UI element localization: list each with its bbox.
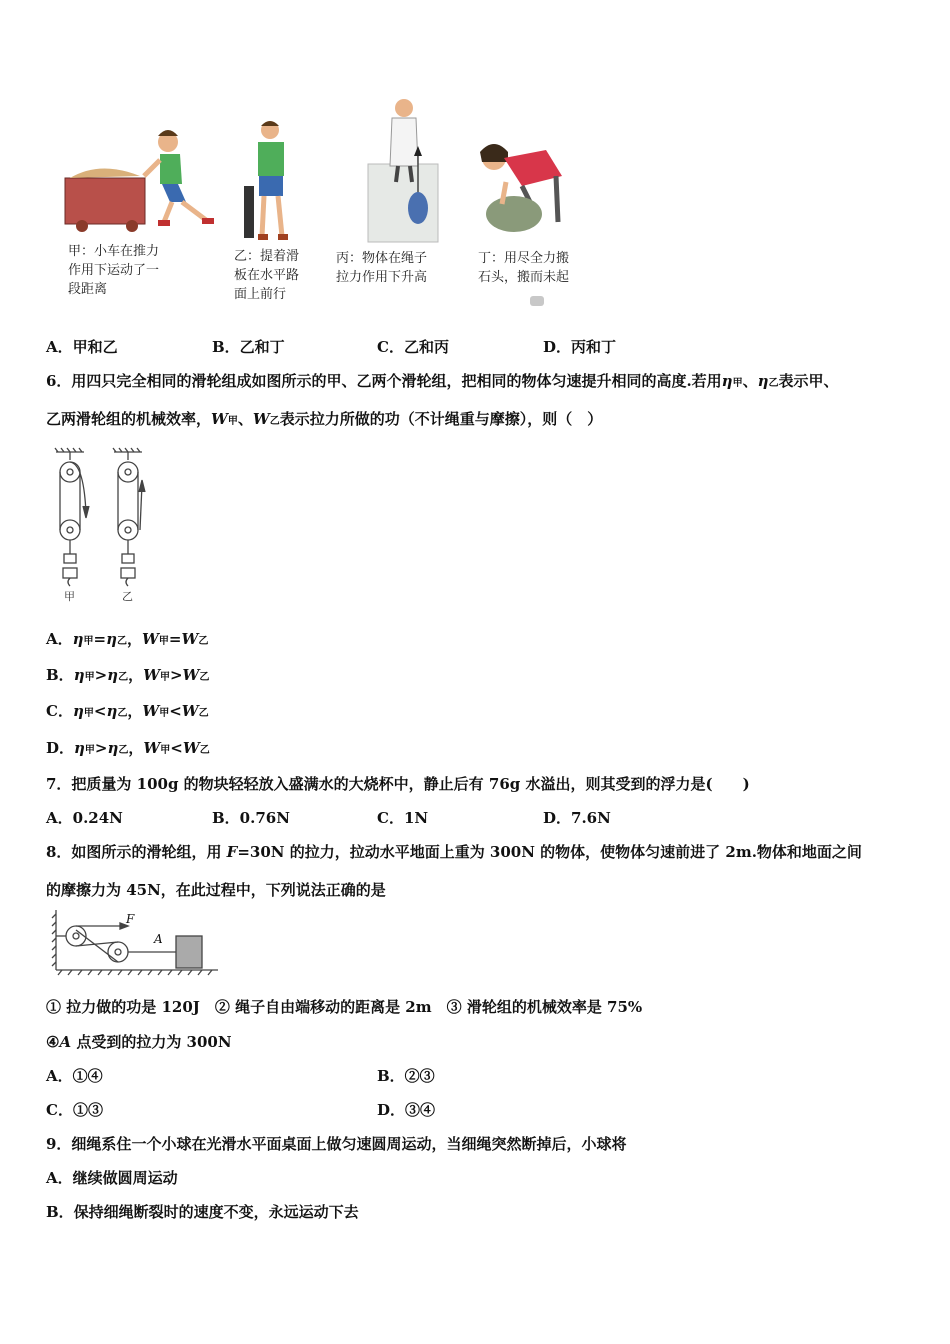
q7-option-d[interactable]: D．7.6N	[543, 809, 611, 827]
small-image-fragment	[530, 296, 544, 306]
q9-option-b[interactable]: B．保持细绳断裂时的速度不变，永远运动下去	[46, 1203, 359, 1221]
q7-option-a[interactable]: A．0.24N	[46, 809, 123, 827]
q6-option-c[interactable]: C．η甲<η乙，W甲<W乙	[46, 702, 209, 720]
figure-ding-stone	[466, 122, 572, 240]
q6-stem-line2: 乙两滑轮组的机械效率，W甲、W乙表示拉力所做的功（不计绳重与摩擦），则（ ）	[46, 410, 603, 428]
caption-yi: 乙：提着滑 板在水平路 面上前行	[234, 249, 300, 302]
q7-stem: 7．把质量为 100g 的物块轻轻放入盛满水的大烧杯中，静止后有 76g 水溢出，则其受到的浮力是( )	[46, 775, 750, 793]
figure-jia-cart	[60, 120, 230, 240]
figure-label-A: A	[154, 932, 163, 946]
q8-option-d[interactable]: D．③④	[377, 1101, 436, 1119]
figure-yi-board	[238, 118, 300, 248]
q6-option-b[interactable]: B．η甲>η乙，W甲>W乙	[46, 666, 210, 684]
figure-label-jia: 甲	[64, 590, 75, 603]
q8-stem-line1: 8．如图所示的滑轮组，用 F=30N 的拉力，拉动水平地面上重为 300N 的物体，使物体匀速前进了 2m.物体和地面之间	[46, 843, 862, 861]
q5-option-d[interactable]: D．丙和丁	[543, 338, 617, 356]
figure-label-F: F	[126, 912, 135, 926]
q9-option-a[interactable]: A．继续做圆周运动	[46, 1169, 178, 1187]
figure-bing-lift	[364, 96, 440, 244]
q6-option-d[interactable]: D．η甲>η乙，W甲<W乙	[46, 739, 210, 757]
figure-pulley-systems	[50, 444, 160, 604]
q6-stem-line1: 6．用四只完全相同的滑轮组成如图所示的甲、乙两个滑轮组，把相同的物体匀速提升相同的高度.若用η甲、η乙表示甲、	[46, 372, 839, 390]
q8-option-b[interactable]: B．②③	[377, 1067, 435, 1085]
q5-option-c[interactable]: C．乙和丙	[377, 338, 449, 356]
q8-option-a[interactable]: A．①④	[46, 1067, 103, 1085]
q5-option-a[interactable]: A．甲和乙	[46, 338, 118, 356]
q9-stem: 9．细绳系住一个小球在光滑水平面桌面上做匀速圆周运动，当细绳突然断掉后，小球将	[46, 1135, 627, 1153]
q8-option-c[interactable]: C．①③	[46, 1101, 103, 1119]
q5-option-b[interactable]: B．乙和丁	[212, 338, 285, 356]
figure-horizontal-pulley	[48, 908, 224, 978]
q6-option-a[interactable]: A．η甲=η乙，W甲=W乙	[46, 630, 209, 648]
q7-option-c[interactable]: C．1N	[377, 809, 429, 827]
caption-bing: 丙：物体在绳子 拉力作用下升高	[336, 251, 428, 285]
caption-ding: 丁：用尽全力搬 石头，搬而未起	[478, 251, 570, 285]
figure-label-yi: 乙	[122, 590, 133, 603]
q8-statements-1-3: ① 拉力做的功是 120J ② 绳子自由端移动的距离是 2m ③ 滑轮组的机械效率是 75%	[46, 998, 643, 1016]
q7-option-b[interactable]: B．0.76N	[212, 809, 290, 827]
q8-stem-line2: 的摩擦力为 45N，在此过程中，下列说法正确的是	[46, 881, 386, 899]
q8-statement-4: ④A 点受到的拉力为 300N	[46, 1033, 232, 1051]
caption-jia: 甲：小车在推力 作用下运动了一 段距离	[68, 244, 160, 297]
